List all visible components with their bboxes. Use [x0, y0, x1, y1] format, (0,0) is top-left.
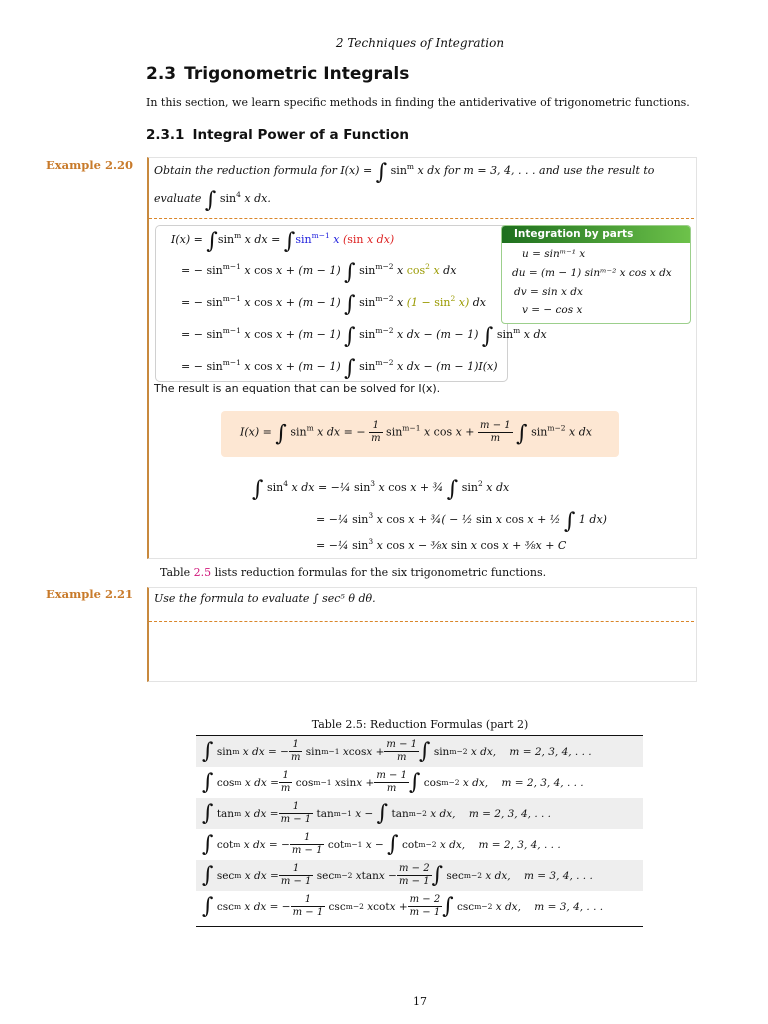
- reduction-table: [196, 736, 643, 922]
- subsection-heading: [146, 127, 417, 143]
- table-row: ∫ csc m x dx = − $\frac{1}{m - 1}$ csc m−2 x cot x + $\frac{m - 2}{m - 1}$ ∫ csc m−2 x dx, m = 3, 4, . . .: [202, 894, 604, 919]
- evaluation-line: = −¼ $\sin^3 x$ cos x + ¾( − ½ sin x cos x + ½ ∫ 1 dx): [316, 509, 607, 534]
- subsection-title: Integral Power of a Function: [192, 127, 409, 143]
- parts-title: Integration by parts: [502, 226, 690, 243]
- derivation-line: = − $\sin^{m-1} x$ cos x + (m − 1) ∫ $\sin^{m-2} x$ dx − (m − 1)I(x): [181, 356, 498, 381]
- table-row: ∫ sin m x dx = − $\frac{1}{m}$ sin m−1 x cos x + $\frac{m - 1}{m}$ ∫ sin m−2 x dx, m = 2, 3, 4, . . .: [196, 736, 643, 767]
- section-heading: [146, 64, 417, 84]
- section-title: Trigonometric Integrals: [184, 64, 410, 84]
- derivation-line: $I(x) = \int\sin^m$ x dx = $\int\sin^{m-1}$ x (sin x dx): [171, 229, 395, 254]
- reduction-formula: I(x) = ∫ $\sin^m x$ dx = − $\frac{1}{m}$ $\sin^{m-1} x$ cos x + $\frac{m - 1}{m}$ ∫ $\sin^{m-2} x$ dx: [240, 420, 592, 447]
- parts-line: dv = sin x dx: [514, 286, 583, 298]
- parts-line: u = sinᵐ⁻¹ x: [522, 248, 586, 260]
- running-header: 2 Techniques of Integration: [335, 36, 505, 50]
- result-text: The result is an equation that can be solved for I(x).: [154, 382, 441, 395]
- section-number: 2.3: [146, 64, 177, 84]
- example-question-line2: evaluate ∫ $\sin^4 x$ dx.: [154, 188, 271, 213]
- table-row: ∫ tan m x dx = $\frac{1}{m - 1}$ tan m−1 x − ∫ tan m−2 x dx, m = 2, 3, 4, . . .: [196, 798, 643, 829]
- evaluation-line: = −¼ $\sin^3 x$ cos x − ⅜x sin x cos x + ⅜x + C: [316, 537, 567, 552]
- table-link[interactable]: 2.5: [193, 566, 212, 579]
- example-divider: [149, 621, 694, 622]
- table-bottom-rule: [196, 926, 643, 927]
- page-number: 17: [413, 995, 427, 1008]
- example-divider: [149, 218, 694, 219]
- fraction: $\frac{1}{m}$: [371, 420, 381, 444]
- example-label: Example 2.21: [46, 587, 133, 601]
- derivation-line: = − $\sin^{m-1} x$ cos x + (m − 1) ∫ $\sin^{m-2} x$ $(1 - \sin^2 x)$ dx: [181, 292, 487, 317]
- derivation-line: = − $\sin^{m-1} x$ cos x + (m − 1) ∫ $\sin^{m-2} x$ $\cos^2 x$ dx: [181, 260, 457, 285]
- table-row: ∫ sec m x dx = $\frac{1}{m - 1}$ sec m−2 x tan x − $\frac{m - 2}{m - 1}$ ∫ sec m−2 x dx, m = 3, 4, . . .: [196, 860, 643, 891]
- integration-by-parts-box: [501, 225, 691, 324]
- derivation-line: = − $\sin^{m-1} x$ cos x + (m − 1) ∫ $\sin^{m-2} x$ dx − (m − 1) ∫ $\sin^m x$ dx: [181, 324, 547, 349]
- table-row: ∫ cot m x dx = − $\frac{1}{m - 1}$ cot m−1 x − ∫ cot m−2 x dx, m = 2, 3, 4, . . .: [202, 832, 561, 857]
- subsection-number: 2.3.1: [146, 127, 185, 143]
- example-question-line1: Obtain the reduction formula for I(x) = ∫ $\sin^m x$ dx for m = 3, 4, . . . and use the result to: [154, 160, 655, 185]
- example-question: Use the formula to evaluate ∫ sec⁵ θ dθ.: [154, 592, 376, 605]
- intro-paragraph: In this section, we learn specific methods in finding the antiderivative of trigonometric functions.: [146, 96, 690, 109]
- example-label: Example 2.20: [46, 158, 133, 172]
- evaluation-line: ∫ $\sin^4 x$ dx = −¼ $\sin^3 x$ cos x + ¾ ∫ $\sin^2 x$ dx: [252, 477, 510, 502]
- table-caption: Table 2.5: Reduction Formulas (part 2): [311, 718, 529, 731]
- parts-line: v = − cos x: [522, 304, 583, 316]
- table-row: ∫ cos m x dx = $\frac{1}{m}$ cos m−1 x sin x + $\frac{m - 1}{m}$ ∫ cos m−2 x dx, m = 2, 3, 4, . . .: [202, 770, 584, 795]
- table-reference-text: Table 2.5 lists reduction formulas for the six trigonometric functions.: [160, 566, 547, 579]
- fraction: $\frac{m - 1}{m}$: [480, 420, 511, 444]
- parts-line: du = (m − 1) sinᵐ⁻² x cos x dx: [512, 267, 672, 279]
